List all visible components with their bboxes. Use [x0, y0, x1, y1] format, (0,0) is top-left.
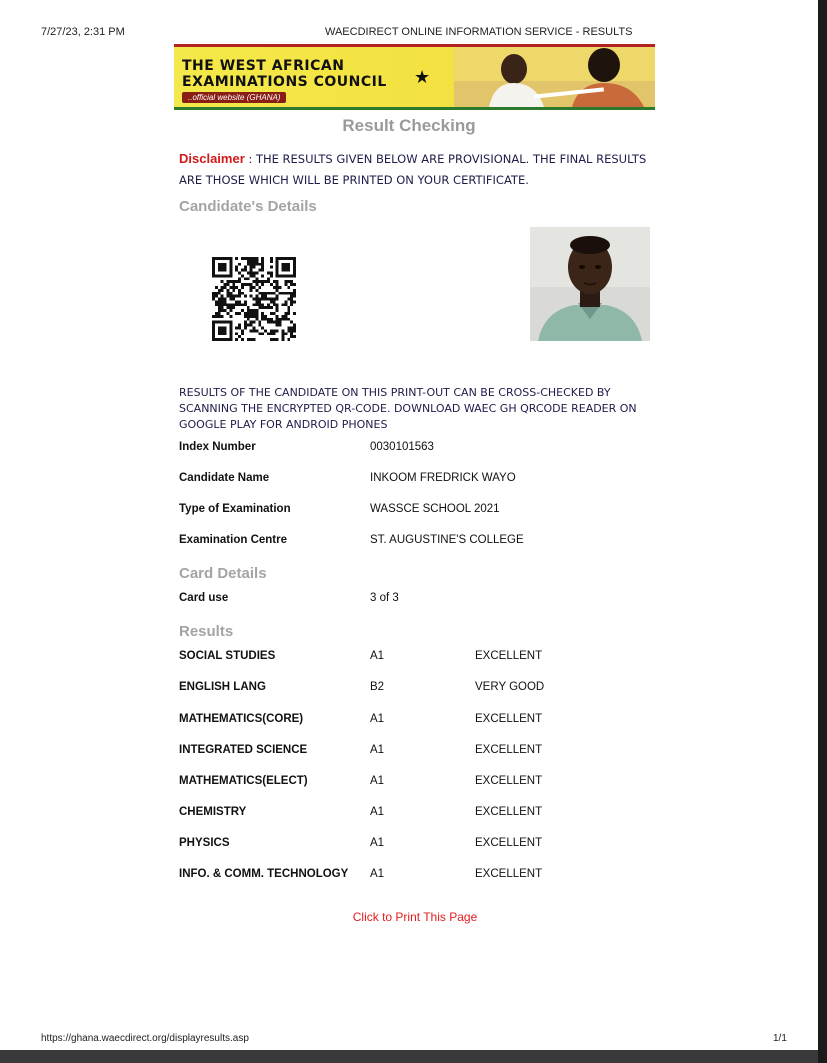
card-use-row: [179, 592, 659, 610]
index-number-label: Index Number: [179, 441, 256, 453]
viewer-edge-right: [818, 0, 827, 1063]
index-number-row: [179, 441, 659, 459]
subject-name: SOCIAL STUDIES: [179, 650, 276, 662]
candidate-name-label: Candidate Name: [179, 472, 270, 484]
card-use-value: 3 of 3: [370, 592, 399, 604]
card-details-heading: Card Details: [179, 565, 267, 582]
grade: A1: [370, 868, 385, 880]
subject-name: INTEGRATED SCIENCE: [179, 744, 308, 756]
remark: EXCELLENT: [475, 713, 543, 725]
remark: VERY GOOD: [475, 681, 545, 693]
card-use-label: Card use: [179, 592, 229, 604]
subject-name: CHEMISTRY: [179, 806, 247, 818]
subject-name: PHYSICS: [179, 837, 230, 849]
banner-title-line2: EXAMINATIONS COUNCIL: [182, 74, 387, 90]
results-heading: Results: [179, 623, 234, 640]
result-row: [179, 806, 659, 824]
banner-subtitle: ..official website (GHANA): [182, 92, 286, 103]
exam-centre-label: Examination Centre: [179, 534, 287, 546]
subject-name: INFO. & COMM. TECHNOLOGY: [179, 868, 349, 880]
subject-name: MATHEMATICS(ELECT): [179, 775, 308, 787]
print-footer-url: https://ghana.waecdirect.org/displayresults.asp: [41, 1033, 249, 1044]
disclaimer-label: Disclaimer: [179, 151, 245, 166]
candidate-details-heading: Candidate's Details: [179, 198, 317, 215]
remark: EXCELLENT: [475, 744, 543, 756]
result-row: [179, 868, 659, 886]
grade: A1: [370, 775, 385, 787]
star-icon: ★: [414, 67, 431, 87]
qr-instructions: RESULTS OF THE CANDIDATE ON THIS PRINT-OUT CAN BE CROSS-CHECKED BY SCANNING THE ENCRYPTED QR-CODE. DOWNLOAD WAEC GH QRCODE READER ON GOOGLE PLAY FOR ANDROID PHONES: [179, 386, 637, 431]
remark: EXCELLENT: [475, 806, 543, 818]
index-number-value: 0030101563: [370, 441, 434, 453]
result-row: [179, 650, 659, 668]
candidate-name-row: [179, 472, 659, 490]
exam-centre-value: ST. AUGUSTINE'S COLLEGE: [370, 534, 524, 546]
banner-students-image: [454, 47, 655, 107]
remark: EXCELLENT: [475, 775, 543, 787]
remark: EXCELLENT: [475, 650, 543, 662]
exam-type-value: WASSCE SCHOOL 2021: [370, 503, 500, 515]
remark: EXCELLENT: [475, 837, 543, 849]
candidate-name-value: INKOOM FREDRICK WAYO: [370, 472, 516, 484]
grade: A1: [370, 806, 385, 818]
qr-code: [212, 257, 296, 341]
banner-title-line1: THE WEST AFRICAN: [182, 58, 345, 74]
grade: B2: [370, 681, 385, 693]
waec-banner: [174, 44, 655, 110]
grade: A1: [370, 744, 385, 756]
result-row: [179, 775, 659, 793]
result-row: [179, 713, 659, 731]
candidate-photo: [530, 227, 650, 341]
grade: A1: [370, 650, 385, 662]
result-row: [179, 744, 659, 762]
result-row: [179, 837, 659, 855]
remark: EXCELLENT: [475, 868, 543, 880]
exam-centre-row: [179, 534, 659, 552]
disclaimer: [179, 148, 659, 191]
print-page-link[interactable]: Click to Print This Page: [352, 910, 478, 924]
print-datetime: 7/27/23, 2:31 PM: [41, 26, 125, 38]
subject-name: MATHEMATICS(CORE): [179, 713, 304, 725]
grade: A1: [370, 837, 385, 849]
exam-type-row: [179, 503, 659, 521]
print-page-number: 1/1: [773, 1033, 787, 1044]
exam-type-label: Type of Examination: [179, 503, 291, 515]
viewer-edge-bottom: [0, 1050, 818, 1063]
disclaimer-text: THE RESULTS GIVEN BELOW ARE PROVISIONAL. THE FINAL RESULTS ARE THOSE WHICH WILL BE PRINTED ON YOUR CERTIFICATE.: [179, 152, 647, 187]
grade: A1: [370, 713, 385, 725]
print-page-title: WAECDIRECT ONLINE INFORMATION SERVICE - RESULTS: [325, 26, 633, 38]
page-title: Result Checking: [342, 116, 476, 135]
disclaimer-separator: :: [244, 152, 256, 166]
subject-name: ENGLISH LANG: [179, 681, 266, 693]
result-row: [179, 681, 659, 699]
